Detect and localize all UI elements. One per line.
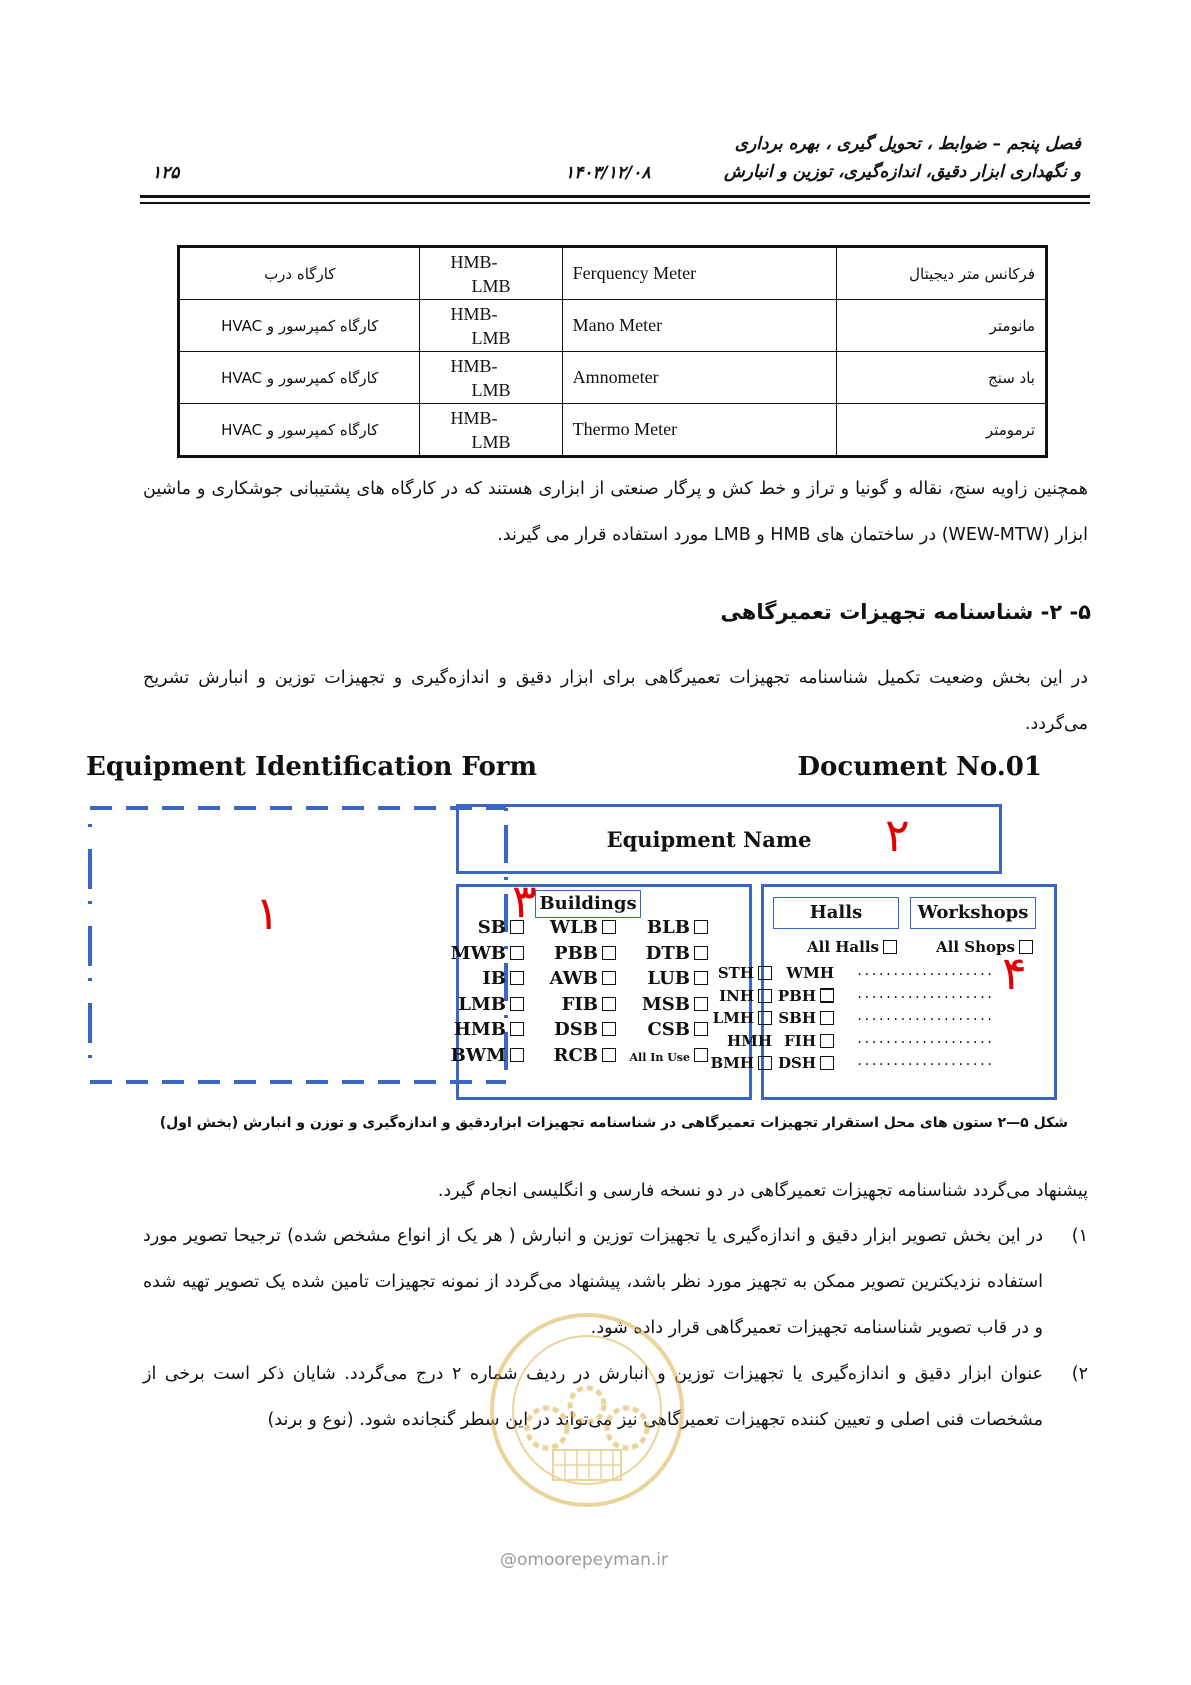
workshop-blank-field[interactable]: ................... xyxy=(856,1054,994,1068)
checkbox-icon[interactable] xyxy=(510,971,524,985)
workshop-blank-field[interactable]: ................... xyxy=(856,986,994,1001)
checkbox-icon[interactable] xyxy=(602,946,616,960)
building-label: SB xyxy=(477,917,506,938)
checkbox-icon[interactable] xyxy=(694,1022,708,1036)
document-number: Document No.01 xyxy=(797,752,1042,782)
building-label: DTB xyxy=(645,942,690,964)
checkbox-icon[interactable] xyxy=(602,1048,616,1062)
persian-name-cell: مانومتر xyxy=(837,300,1047,352)
table-row xyxy=(179,352,1047,404)
building-label: HMB xyxy=(453,1019,506,1040)
building-label: LUB xyxy=(647,968,690,989)
marker-3: ۳ xyxy=(512,874,537,928)
building-cell xyxy=(420,352,562,404)
building-option[interactable] xyxy=(620,968,708,990)
figure-caption: شکل ۵—۲ ستون های محل استقرار تجهیزات تعمیرگاهی در شناسنامه تجهیزات ابزاردقیق و اندازه‌گیری و توزن و انبارش (بخش اول) xyxy=(159,1115,1068,1131)
hall-label: BMH xyxy=(710,1054,754,1072)
persian-name-cell: ترمومتر xyxy=(837,404,1047,457)
hall-option[interactable] xyxy=(710,1007,772,1029)
building-line2: LMB xyxy=(471,275,511,296)
hall-option[interactable] xyxy=(772,1052,834,1074)
building-option[interactable] xyxy=(620,994,708,1016)
hall-option[interactable] xyxy=(772,1007,834,1029)
watermark-text: @omoorepeyman.ir xyxy=(500,1550,669,1570)
hall-label: DSH xyxy=(777,1054,816,1072)
hall-option[interactable] xyxy=(710,962,772,984)
building-option[interactable] xyxy=(620,917,708,939)
location-cell: کارگاه کمپرسور و HVAC xyxy=(179,300,420,352)
building-option[interactable] xyxy=(428,1019,524,1041)
marker-1: ۱ xyxy=(255,886,280,940)
hall-label: INH xyxy=(719,986,754,1005)
hall-label: WMH xyxy=(786,964,834,982)
building-label: DSB xyxy=(554,1019,598,1040)
checkbox-icon[interactable] xyxy=(510,997,524,1011)
chapter-title xyxy=(724,130,1081,186)
building-label: IB xyxy=(482,968,506,989)
building-label: RCB xyxy=(553,1044,598,1066)
checkbox-icon[interactable] xyxy=(820,1034,834,1048)
checkbox-icon[interactable] xyxy=(820,1011,834,1025)
equipment-name-label: Equipment Name xyxy=(606,826,812,852)
checkbox-icon[interactable] xyxy=(602,971,616,985)
hall-option[interactable] xyxy=(710,1052,772,1074)
paragraph-intro: در این بخش وضعیت تکمیل شناسنامه تجهیزات تعمیرگاهی برای ابزار دقیق و اندازه‌گیری و تجهیزات توزین و انبارش تشریح می‌گردد. xyxy=(143,668,1088,734)
hall-label: FIH xyxy=(784,1031,816,1050)
workshop-blank-field[interactable]: ................... xyxy=(856,1031,994,1046)
form-title: Equipment Identification Form xyxy=(86,752,538,782)
chapter-title-line1: فصل پنجم – ضوابط ، تحویل گیری ، بهره برداری xyxy=(734,134,1081,154)
building-option[interactable] xyxy=(428,917,524,939)
checkbox-icon[interactable] xyxy=(758,966,772,980)
workshops-legend: Workshops xyxy=(910,897,1036,929)
building-line1: HMB- xyxy=(450,355,498,376)
workshop-blank-field[interactable]: ................... xyxy=(856,964,994,978)
building-label: FIB xyxy=(561,993,598,1015)
building-option[interactable] xyxy=(528,943,616,965)
location-cell: کارگاه کمپرسور و HVAC xyxy=(179,352,420,404)
workshop-blank-field[interactable]: ................... xyxy=(856,1009,994,1023)
list-number: ۱) xyxy=(1071,1226,1088,1246)
list-text: در این بخش تصویر ابزار دقیق و اندازه‌گیری یا تجهیزات توزین و انبارش ( هر یک از انواع مشخص شده) ترجیحا تصویر مورد استفاده نزدیکترین تصویر ممکن به تجهیز مورد نظر باشد، پیشنهاد می‌گردد از نمونه تجهیزات تامین شده یک تصویر تهیه شده و در قاب تصویر شناسنامه تجهیزات تعمیرگاهی قرار داده شود. xyxy=(143,1226,1043,1338)
list-number: ۲) xyxy=(1071,1364,1088,1384)
list-text: عنوان ابزار دقیق و اندازه‌گیری یا تجهیزات توزین و انبارش در ردیف شماره ۲ درج می‌گردد. شایان ذکر است برخی از مشخصات فنی اصلی و تعیین کننده تجهیزات تعمیرگاهی نیز می‌تواند در این سطر گنجانده شود. (نوع و برند) xyxy=(143,1364,1043,1430)
checkbox-icon[interactable] xyxy=(510,946,524,960)
building-label: All In Use xyxy=(629,1050,690,1064)
building-label: BWM xyxy=(450,1044,506,1066)
hall-label: LMH xyxy=(712,1009,754,1027)
building-option[interactable] xyxy=(528,917,616,939)
building-label: WLB xyxy=(549,917,598,938)
building-option[interactable] xyxy=(428,943,524,965)
english-name-cell: Amnometer xyxy=(562,352,836,404)
building-option[interactable] xyxy=(428,1045,524,1067)
equipment-form-figure xyxy=(80,752,1055,1112)
building-label: MWB xyxy=(450,942,506,964)
equipment-table xyxy=(177,245,1048,458)
page-number: ۱۲۵ xyxy=(152,163,180,183)
checkbox-icon[interactable] xyxy=(694,1048,708,1062)
checkbox-icon[interactable] xyxy=(820,1056,834,1070)
all-shops-label: All Shops xyxy=(936,938,1015,956)
table-row xyxy=(179,300,1047,352)
english-name-cell: Mano Meter xyxy=(562,300,836,352)
marker-4: ۴ xyxy=(1002,946,1027,1000)
persian-name-cell: باد سنج xyxy=(837,352,1047,404)
hall-label: STH xyxy=(717,964,754,982)
building-line2: LMB xyxy=(471,431,511,452)
checkbox-icon[interactable] xyxy=(694,971,708,985)
english-name-cell: Ferquency Meter xyxy=(562,247,836,300)
building-line1: HMB- xyxy=(450,251,498,272)
building-option[interactable] xyxy=(428,994,524,1016)
location-cell: کارگاه درب xyxy=(179,247,420,300)
watermark-seal-icon xyxy=(485,1300,690,1530)
building-label: MSB xyxy=(641,993,690,1015)
hall-option[interactable] xyxy=(772,1030,834,1052)
buildings-legend: Buildings xyxy=(535,890,641,918)
building-label: LMB xyxy=(458,993,506,1015)
halls-legend: Halls xyxy=(773,897,899,929)
checkbox-icon[interactable] xyxy=(602,920,616,934)
all-halls-option[interactable] xyxy=(807,936,897,958)
checkbox-icon[interactable] xyxy=(510,1048,524,1062)
checkbox-icon[interactable] xyxy=(694,920,708,934)
hall-label: HMH xyxy=(727,1031,772,1050)
all-halls-label: All Halls xyxy=(807,938,879,956)
checkbox-icon[interactable] xyxy=(510,920,524,934)
persian-name-cell: فرکانس متر دیجیتال xyxy=(837,247,1047,300)
building-cell xyxy=(420,247,562,300)
table-row xyxy=(179,247,1047,300)
building-cell xyxy=(420,300,562,352)
hall-label: SBH xyxy=(778,1009,816,1027)
building-line1: HMB- xyxy=(450,407,498,428)
checkbox-icon[interactable] xyxy=(883,940,897,954)
checkbox-icon[interactable] xyxy=(758,1011,772,1025)
building-option[interactable] xyxy=(428,968,524,990)
building-option[interactable] xyxy=(528,968,616,990)
building-label: CSB xyxy=(647,1019,690,1040)
building-cell xyxy=(420,404,562,457)
table-row xyxy=(179,404,1047,457)
building-option[interactable] xyxy=(620,943,708,965)
building-line1: HMB- xyxy=(450,303,498,324)
hall-label: PBH xyxy=(777,986,816,1005)
building-option[interactable] xyxy=(528,1045,616,1067)
checkbox-icon[interactable] xyxy=(602,1022,616,1036)
checkbox-icon[interactable] xyxy=(758,989,772,1003)
section-heading: ۵- ۲- شناسنامه تجهیزات تعمیرگاهی xyxy=(720,600,1091,624)
checkbox-icon[interactable] xyxy=(758,1056,772,1070)
building-option[interactable] xyxy=(620,1019,708,1041)
checkbox-icon[interactable] xyxy=(694,946,708,960)
paragraph-tools: همچنین زاویه سنج، نقاله و گونیا و تراز و خط کش و پرگار صنعتی از ابزاری هستند که در کارگاه های پشتیبانی جوشکاری و ماشین ابزار (WEW-MTW) در ساختمان های HMB و LMB مورد استفاده قرار می گیرند. xyxy=(143,479,1088,545)
header-rule xyxy=(140,195,1090,198)
checkbox-icon[interactable] xyxy=(694,997,708,1011)
building-option[interactable] xyxy=(620,1045,708,1069)
marker-2: ۲ xyxy=(885,808,910,862)
building-line2: LMB xyxy=(471,379,511,400)
checkbox-icon[interactable] xyxy=(602,997,616,1011)
header-date: ۱۴۰۳/۱۲/۰۸ xyxy=(565,163,651,183)
english-name-cell: Thermo Meter xyxy=(562,404,836,457)
location-cell: کارگاه کمپرسور و HVAC xyxy=(179,404,420,457)
building-option[interactable] xyxy=(528,994,616,1016)
building-label: BLB xyxy=(646,917,690,938)
equipment-name-box xyxy=(456,804,1002,874)
building-label: PBB xyxy=(554,942,598,964)
paragraph-suggestion: پیشنهاد می‌گردد شناسنامه تجهیزات تعمیرگاهی در دو نسخه فارسی و انگلیسی انجام گیرد. xyxy=(437,1181,1088,1201)
checkbox-icon[interactable] xyxy=(510,1022,524,1036)
building-option[interactable] xyxy=(528,1019,616,1041)
building-label: AWB xyxy=(549,968,598,989)
checkbox-icon[interactable] xyxy=(820,989,834,1003)
hall-option[interactable] xyxy=(710,985,772,1007)
hall-option[interactable] xyxy=(772,985,834,1007)
chapter-title-line2: و نگهداری ابزار دقیق، اندازه‌گیری، توزین و انبارش xyxy=(724,162,1081,182)
header-rule-thin xyxy=(140,202,1090,204)
building-line2: LMB xyxy=(471,327,511,348)
